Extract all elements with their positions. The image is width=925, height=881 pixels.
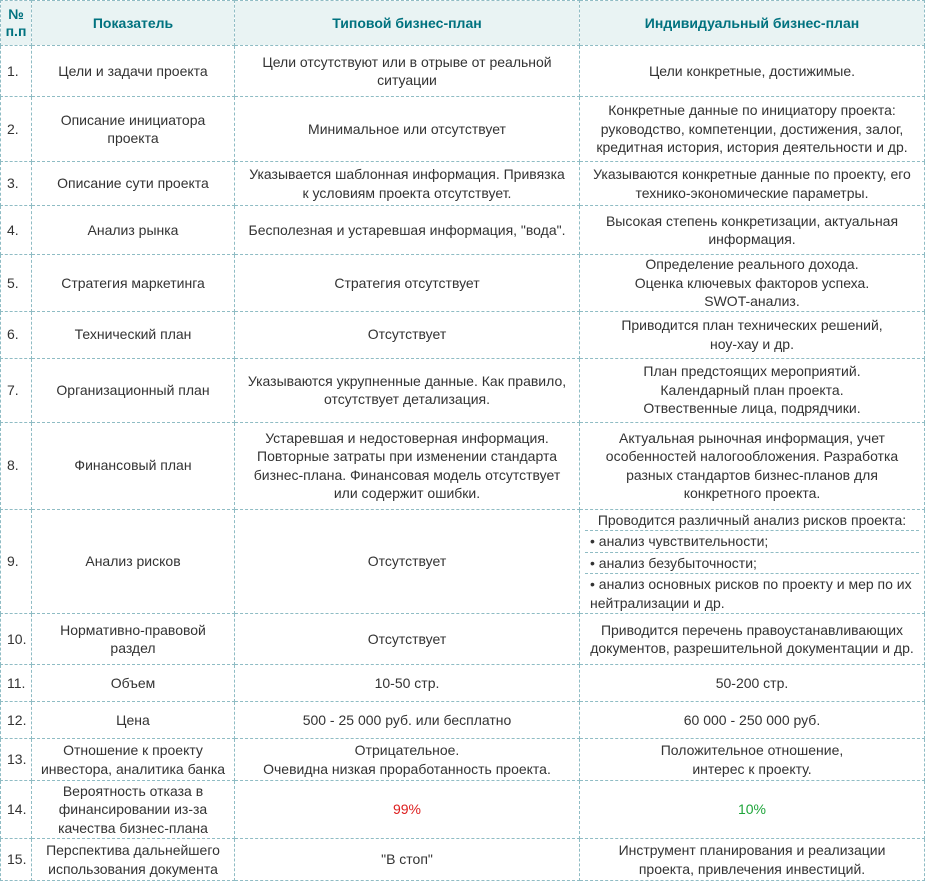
individual-line: документов, разрешительной документации и др. (590, 640, 914, 656)
individual-line: Отвественные лица, подрядчики. (643, 400, 861, 417)
indicator-line: Объем (110, 674, 156, 691)
individual-line: Определение реального дохода. (645, 256, 859, 272)
indicator-line: Цена (116, 711, 150, 728)
typical-line: Очевидна низкая проработанность проекта. (263, 760, 551, 777)
row-number: 10. (1, 614, 32, 665)
indicator-cell (32, 206, 235, 255)
indicator-cell (32, 311, 235, 358)
typical-cell (235, 97, 580, 162)
indicator-line: Технический план (74, 326, 192, 343)
table-row (1, 614, 925, 665)
typical-line: Указываются укрупненные данные. Как правило, (247, 372, 567, 389)
row-number: 13. (1, 739, 32, 781)
risk-analysis-item: • анализ безубыточности; (585, 553, 919, 575)
individual-line: Приводится перечень правоустанавливающих (600, 621, 904, 638)
typical-line: Указывается шаблонная информация. Привязка (249, 166, 565, 182)
row-number: 1. (1, 46, 32, 97)
row-number: 6. (1, 311, 32, 358)
row-number: 7. (1, 358, 32, 422)
indicator-line: раздел (110, 640, 156, 656)
risk-analysis-heading: Проводится различный анализ рисков проекта: (585, 510, 919, 532)
individual-line: 50-200 стр. (715, 674, 789, 691)
typical-line: 500 - 25 000 руб. или бесплатно (302, 711, 512, 728)
individual-line: Цели конкретные, достижимые. (648, 62, 856, 79)
table-row (1, 739, 925, 781)
indicator-cell (32, 702, 235, 739)
table-row (1, 358, 925, 422)
individual-cell (580, 614, 925, 665)
header-number-line2: п.п (5, 23, 27, 39)
typical-line: Устаревшая и недостоверная информация. (265, 429, 549, 446)
table-row (1, 509, 925, 614)
typical-line: 10-50 стр. (374, 674, 440, 691)
indicator-cell (32, 739, 235, 781)
individual-line: разных стандартов бизнес-планов для (626, 466, 878, 483)
typical-cell (235, 311, 580, 358)
typical-cell (235, 839, 580, 881)
typical-line: отсутствует детализация. (323, 391, 491, 407)
header-row (1, 1, 925, 46)
individual-line: кредитная история, история деятельности и др. (596, 139, 908, 156)
typical-line: Отсутствует (367, 326, 447, 343)
table-row (1, 311, 925, 358)
typical-line: Отсутствует (367, 553, 447, 569)
table-row (1, 665, 925, 702)
typical-line: Отсутствует (367, 630, 447, 647)
indicator-line: Нормативно-правовой (60, 621, 206, 638)
indicator-cell (32, 509, 235, 614)
indicator-line: Цели и задачи проекта (58, 62, 208, 79)
table-row (1, 46, 925, 97)
individual-line: Календарный план проекта. (660, 381, 844, 398)
typical-line: к условиям проекта отсутствует. (302, 184, 512, 201)
indicator-cell (32, 162, 235, 206)
typical-line: ситуации (377, 72, 437, 88)
row-number: 14. (1, 781, 32, 839)
indicator-line: Описание инициатора (60, 111, 206, 128)
typical-cell (235, 614, 580, 665)
individual-cell (580, 255, 925, 312)
risk-analysis-item: • анализ основных рисков по проекту и мер по их нейтрализации и др. (590, 576, 912, 611)
typical-cell (235, 255, 580, 312)
individual-line: ноу-хау и др. (710, 335, 794, 352)
table-row (1, 781, 925, 839)
individual-line: Положительное отношение, (660, 742, 844, 758)
header-individual: Индивидуальный бизнес-план (580, 1, 925, 46)
individual-cell (580, 702, 925, 739)
row-number: 4. (1, 206, 32, 255)
table-row (1, 162, 925, 206)
individual-cell (580, 206, 925, 255)
typical-line: Повторные затраты при изменении стандарта (257, 448, 557, 464)
row-number: 9. (1, 509, 32, 614)
indicator-cell (32, 46, 235, 97)
individual-cell (580, 422, 925, 509)
typical-line: Отрицательное. (354, 742, 460, 758)
individual-line: интерес к проекту. (692, 760, 812, 777)
indicator-line: проекта (107, 130, 159, 146)
header-indicator: Показатель (32, 1, 235, 46)
indicator-line: инвестора, аналитика банка (40, 760, 226, 777)
individual-line: конкретного проекта. (683, 485, 821, 501)
typical-cell (235, 739, 580, 781)
typical-cell (235, 509, 580, 614)
row-number: 3. (1, 162, 32, 206)
typical-cell (235, 422, 580, 509)
individual-line: Приводится план технических решений, (621, 317, 883, 333)
individual-line: технико-экономические параметры. (635, 184, 869, 201)
indicator-line: качества бизнес-плана (58, 819, 208, 836)
indicator-line: Анализ рисков (85, 553, 181, 569)
typical-cell (235, 46, 580, 97)
individual-cell (580, 665, 925, 702)
typical-line: Бесполезная и устаревшая информация, "вода". (248, 221, 566, 238)
table-row (1, 206, 925, 255)
individual-cell (580, 97, 925, 162)
header-number (1, 1, 32, 46)
individual-line: руководство, компетенции, достижения, залог, (600, 120, 904, 137)
row-number: 2. (1, 97, 32, 162)
typical-line: "В стоп" (381, 851, 433, 868)
individual-line: информация. (708, 231, 796, 247)
table-row (1, 97, 925, 162)
indicator-line: Организационный план (56, 381, 210, 398)
table-row (1, 422, 925, 509)
indicator-line: Вероятность отказа в (62, 782, 204, 799)
individual-line: Конкретные данные по инициатору проекта: (608, 102, 896, 119)
indicator-line: Отношение к проекту (63, 742, 203, 758)
individual-line: Высокая степень конкретизации, актуальная (605, 212, 899, 229)
indicator-line: финансировании из-за (58, 801, 208, 818)
header-number-line1: № (8, 6, 24, 22)
typical-cell (235, 358, 580, 422)
indicator-line: использования документа (48, 860, 218, 877)
individual-line: SWOT-анализ. (704, 293, 800, 309)
table-row (1, 702, 925, 739)
indicator-cell (32, 614, 235, 665)
individual-cell (580, 311, 925, 358)
individual-cell (580, 358, 925, 422)
indicator-line: Перспектива дальнейшего (46, 842, 220, 858)
typical-line: или содержит ошибки. (333, 485, 481, 501)
individual-cell (580, 739, 925, 781)
individual-line: Актуальная рыночная информация, учет (619, 429, 885, 446)
typical-cell (235, 781, 580, 839)
indicator-line: Финансовый план (74, 457, 192, 474)
individual-line: Оценка ключевых факторов успеха. (634, 274, 870, 291)
individual-cell (580, 781, 925, 839)
individual-cell (580, 839, 925, 881)
indicator-cell (32, 839, 235, 881)
individual-line: План предстоящих мероприятий. (643, 363, 861, 380)
typical-cell (235, 665, 580, 702)
row-number: 5. (1, 255, 32, 312)
indicator-line: Описание сути проекта (57, 175, 209, 192)
table-row (1, 839, 925, 881)
row-number: 15. (1, 839, 32, 881)
typical-cell (235, 702, 580, 739)
typical-cell (235, 206, 580, 255)
indicator-cell (32, 665, 235, 702)
indicator-cell (32, 358, 235, 422)
individual-cell (580, 46, 925, 97)
indicator-cell (32, 97, 235, 162)
risk-analysis-item: • анализ чувствительности; (585, 531, 919, 553)
indicator-cell (32, 422, 235, 509)
row-number: 12. (1, 702, 32, 739)
individual-cell (580, 509, 925, 614)
typical-cell (235, 162, 580, 206)
row-number: 11. (1, 665, 32, 702)
indicator-line: Анализ рынка (87, 221, 179, 238)
individual-line: особенностей налогообложения. Разработка (605, 448, 899, 464)
typical-line: 99% (392, 801, 422, 818)
typical-line: Стратегия отсутствует (334, 274, 480, 291)
individual-line: проекта, привлечения инвестиций. (638, 860, 866, 877)
indicator-cell (32, 255, 235, 312)
typical-line: бизнес-плана. Финансовая модель отсутствует (253, 466, 561, 483)
typical-line: Минимальное или отсутствует (308, 120, 506, 137)
header-typical: Типовой бизнес-план (235, 1, 580, 46)
individual-line: 10% (737, 801, 767, 818)
table-row (1, 255, 925, 312)
individual-line: Инструмент планирования и реализации (618, 842, 886, 858)
row-number: 8. (1, 422, 32, 509)
individual-cell (580, 162, 925, 206)
typical-line: Цели отсутствуют или в отрыве от реальной (262, 53, 552, 70)
indicator-line: Стратегия маркетинга (61, 274, 205, 291)
individual-line: 60 000 - 250 000 руб. (683, 711, 821, 728)
indicator-cell (32, 781, 235, 839)
individual-line: Указываются конкретные данные по проекту, его (593, 166, 911, 182)
